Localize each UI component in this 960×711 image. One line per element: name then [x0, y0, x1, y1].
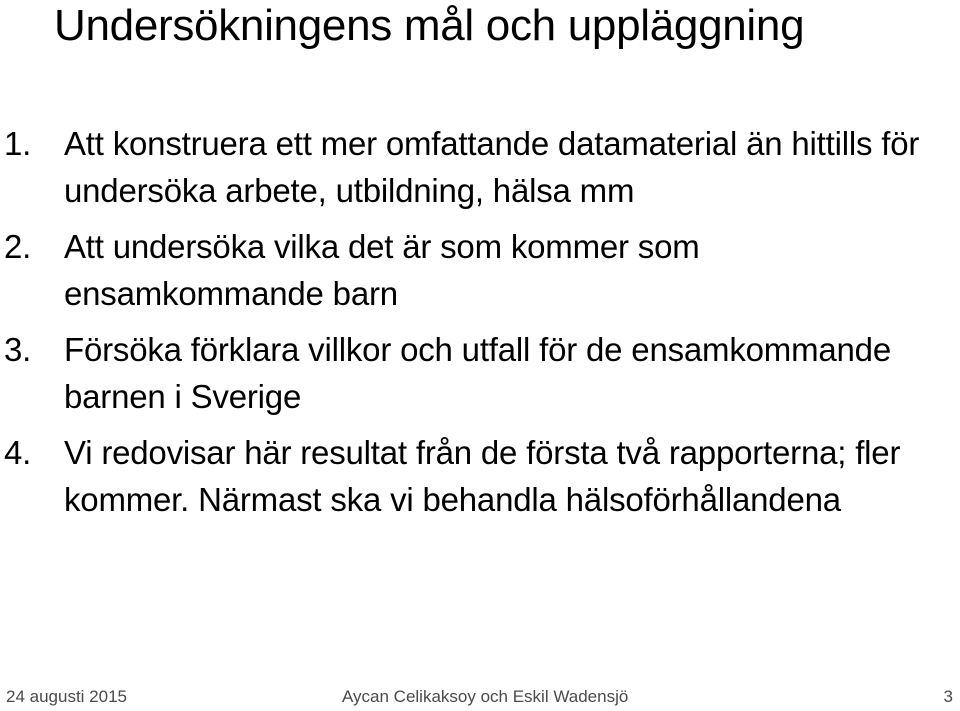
- slide-footer: [0, 686, 960, 708]
- list-item: [0, 120, 960, 214]
- list-item: [0, 429, 960, 523]
- list-item-text: Vi redovisar här resultat från de första två rapporterna; fler kommer. Närmast ska vi behandla hälsoförhållandena: [64, 434, 901, 518]
- list-item: [0, 223, 960, 317]
- footer-date: 24 augusti 2015: [6, 687, 127, 706]
- list-item-text: Att undersöka vilka det är som kommer som ensamkommande barn: [64, 228, 700, 312]
- list-item-number: 4.: [4, 434, 32, 471]
- page-number: 3: [943, 687, 953, 706]
- list-item-number: 2.: [4, 228, 32, 265]
- list-item: [0, 326, 960, 420]
- numbered-list: [0, 120, 960, 532]
- list-item-text: Att konstruera ett mer omfattande datamaterial än hittills för undersöka arbete, utbildning, hälsa mm: [64, 125, 920, 209]
- list-item-number: 1.: [4, 125, 32, 162]
- footer-authors: Aycan Celikaksoy och Eskil Wadensjö: [342, 687, 629, 706]
- list-item-text: Försöka förklara villkor och utfall för de ensamkommande barnen i Sverige: [64, 331, 891, 415]
- list-item-number: 3.: [4, 331, 32, 368]
- slide-title: Undersökningens mål och uppläggning: [54, 1, 805, 50]
